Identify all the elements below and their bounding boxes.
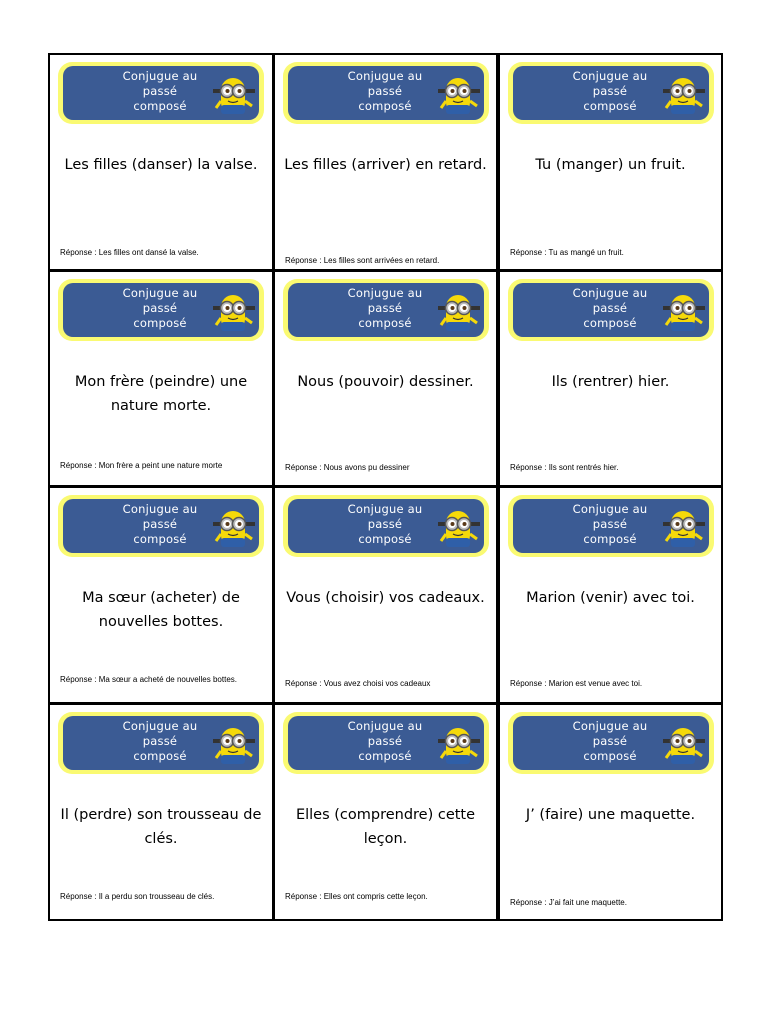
card-answer: Réponse : Les filles sont arrivées en retard. [285,256,440,265]
card-answer: Réponse : Mon frère a peint une nature morte [60,461,223,470]
flash-card [48,53,274,271]
card-question: Mon frère (peindre) une nature morte. [74,374,248,414]
banner-line: composé [358,749,412,763]
minion-icon [437,292,481,332]
card-answer: Réponse : Les filles ont dansé la valse. [60,248,199,257]
banner-line: Conjugue au [347,502,423,516]
card-question: Vous (choisir) vos cadeaux. [286,590,485,606]
card-question: Ma sœur (acheter) de nouvelles bottes. [82,590,240,630]
banner-glow [58,62,264,124]
banner-line: passé [142,84,178,98]
minion-icon [662,508,706,548]
banner-line: Conjugue au [347,719,423,733]
card-answer: Réponse : Il a perdu son trousseau de clés. [60,892,215,901]
minion-icon [212,292,256,332]
banner-line: Conjugue au [122,69,198,83]
flash-card [48,270,274,487]
card-banner [288,499,484,553]
card-banner [63,283,259,337]
banner-glow [58,495,264,557]
minion-icon [437,725,481,765]
card-question: Marion (venir) avec toi. [526,590,695,606]
banner-line: passé [367,734,403,748]
banner-title [326,719,444,764]
minion-icon [662,725,706,765]
banner-glow [508,279,714,341]
banner-line: composé [358,532,412,546]
banner-line: passé [367,301,403,315]
banner-title [326,502,444,547]
banner-line: passé [367,517,403,531]
banner-line: passé [367,84,403,98]
card-answer: Réponse : Ils sont rentrés hier. [510,463,619,472]
minion-icon [212,75,256,115]
minion-icon [437,75,481,115]
banner-line: passé [142,517,178,531]
banner-line: composé [583,749,637,763]
banner-line: passé [592,84,628,98]
card-banner [63,66,259,120]
banner-line: composé [583,316,637,330]
card-question: Les filles (arriver) en retard. [284,157,487,173]
minion-icon [437,508,481,548]
banner-glow [508,712,714,774]
banner-line: composé [358,99,412,113]
banner-line: composé [133,316,187,330]
card-banner [288,716,484,770]
banner-title [101,502,219,547]
banner-glow [283,62,489,124]
banner-line: composé [583,532,637,546]
card-banner [288,66,484,120]
banner-glow [508,495,714,557]
minion-icon [662,75,706,115]
banner-line: Conjugue au [347,286,423,300]
banner-title [101,719,219,764]
banner-line: passé [592,301,628,315]
card-question: Tu (manger) un fruit. [535,157,686,173]
banner-glow [58,712,264,774]
banner-title [551,719,669,764]
banner-line: Conjugue au [572,286,648,300]
banner-line: Conjugue au [572,719,648,733]
banner-line: composé [133,532,187,546]
banner-line: Conjugue au [572,69,648,83]
banner-glow [283,712,489,774]
banner-line: Conjugue au [347,69,423,83]
banner-line: passé [142,301,178,315]
minion-icon [662,292,706,332]
banner-line: Conjugue au [572,502,648,516]
card-answer: Réponse : Tu as mangé un fruit. [510,248,624,257]
card-question: Elles (comprendre) cette leçon. [295,807,476,847]
flash-card [48,486,274,704]
card-banner [513,499,709,553]
card-banner [513,716,709,770]
banner-line: composé [583,99,637,113]
banner-line: composé [133,749,187,763]
card-answer: Réponse : Elles ont compris cette leçon. [285,892,428,901]
banner-line: composé [133,99,187,113]
flash-card [273,703,498,921]
banner-title [551,69,669,114]
card-question: Il (perdre) son trousseau de clés. [60,807,262,847]
banner-title [101,69,219,114]
card-answer: Réponse : Ma sœur a acheté de nouvelles bottes. [60,675,237,684]
card-answer: Réponse : Marion est venue avec toi. [510,679,643,688]
flash-card [273,486,498,704]
card-question: Ils (rentrer) hier. [551,374,670,390]
card-banner [63,716,259,770]
flash-card [498,270,723,487]
card-question: Nous (pouvoir) dessiner. [297,374,474,390]
card-answer: Réponse : Vous avez choisi vos cadeaux [285,679,431,688]
banner-title [551,502,669,547]
card-banner [513,66,709,120]
flash-card [498,703,723,921]
minion-icon [212,725,256,765]
banner-title [326,69,444,114]
flash-card [498,486,723,704]
card-banner [63,499,259,553]
card-banner [288,283,484,337]
banner-line: composé [358,316,412,330]
banner-title [551,286,669,331]
card-answer: Réponse : Nous avons pu dessiner [285,463,410,472]
banner-title [326,286,444,331]
banner-line: passé [142,734,178,748]
flash-card [273,53,498,271]
card-answer: Réponse : J’ai fait une maquette. [510,898,627,907]
flash-card [273,270,498,487]
flash-card [48,703,274,921]
banner-line: Conjugue au [122,286,198,300]
flash-card [498,53,723,271]
banner-glow [283,495,489,557]
minion-icon [212,508,256,548]
banner-line: Conjugue au [122,502,198,516]
banner-glow [58,279,264,341]
banner-glow [508,62,714,124]
banner-title [101,286,219,331]
banner-glow [283,279,489,341]
card-banner [513,283,709,337]
card-question: J’ (faire) une maquette. [525,807,696,823]
banner-line: passé [592,734,628,748]
card-question: Les filles (danser) la valse. [64,157,258,173]
banner-line: Conjugue au [122,719,198,733]
banner-line: passé [592,517,628,531]
